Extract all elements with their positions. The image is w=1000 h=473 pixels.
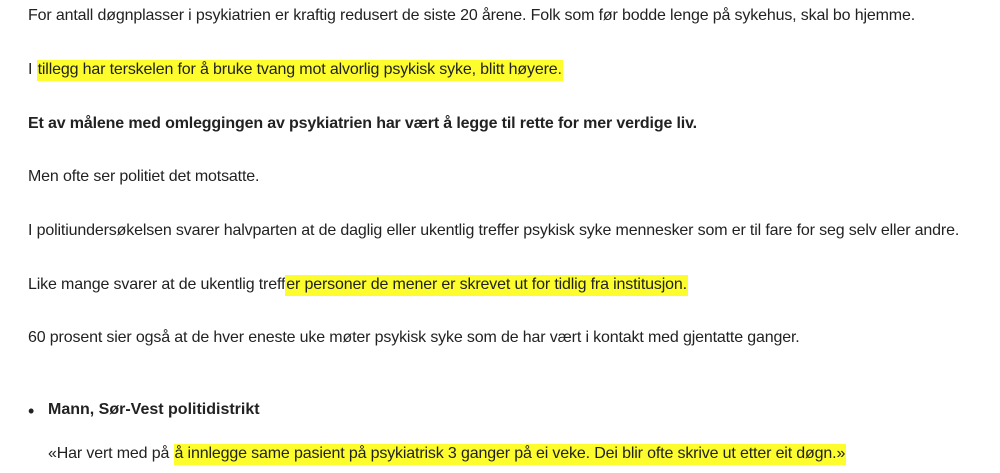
paragraph-4: Men ofte ser politiet det motsatte.: [28, 168, 260, 185]
quote-prefix: «Har vert med på: [48, 445, 174, 462]
paragraph-6-prefix: Like mange svarer at de ukentlig treff: [28, 276, 286, 293]
highlighted-text: å innlegge same pasient på psykiatrisk 3 ganger på ei veke. Dei blir ofte skrive ut etter eit døgn.»: [174, 444, 847, 465]
quote: [48, 444, 846, 464]
highlighted-text: tillegg har terskelen for å bruke tvang mot alvorlig psykisk syke, blitt høyere.: [37, 60, 563, 81]
paragraph-5: I politiundersøkelsen svarer halvparten at de daglig eller ukentlig treffer psykisk syke mennesker som er til fare for seg selv eller andre.: [28, 222, 960, 239]
bullet-title: Mann, Sør-Vest politidistrikt: [48, 401, 260, 418]
highlighted-text: er personer de mener er skrevet ut for tidlig fra institusjon.: [285, 275, 688, 296]
paragraph-1: For antall døgnplasser i psykiatrien er kraftig redusert de siste 20 årene. Folk som før bodde lenge på sykehus, skal bo hjemme.: [28, 7, 916, 24]
bullet-icon: •: [28, 401, 35, 421]
paragraph-7: 60 prosent sier også at de hver eneste uke møter psykisk syke som de har vært i kontakt med gjentatte ganger.: [28, 329, 800, 346]
paragraph-6: [28, 275, 688, 295]
paragraph-2-prefix: I: [28, 61, 37, 78]
paragraph-3-bold: Et av målene med omleggingen av psykiatrien har vært å legge til rette for mer verdige liv.: [28, 115, 697, 132]
paragraph-2: [28, 60, 563, 80]
